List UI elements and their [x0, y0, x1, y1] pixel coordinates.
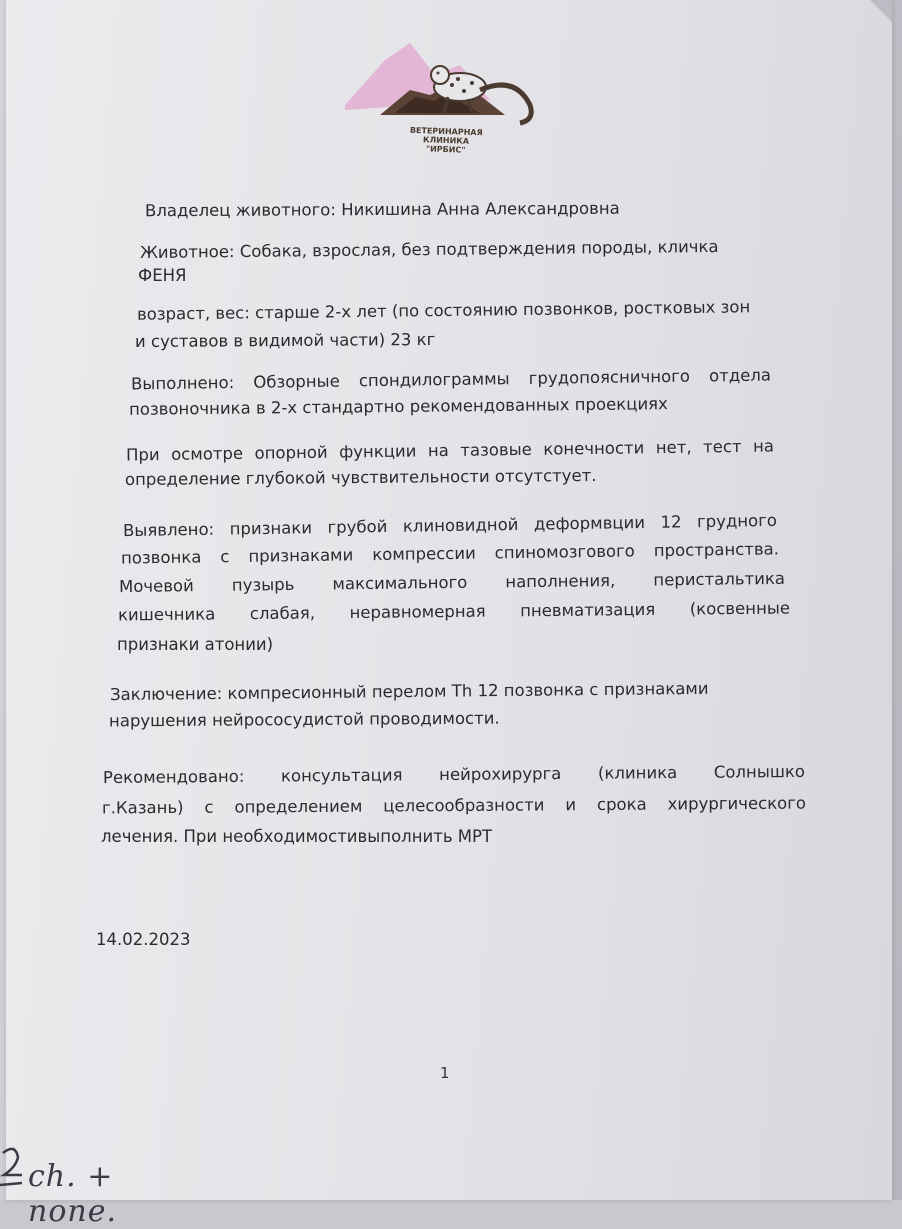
exam-line-2: определение глубокой чувствительности отсутстует.: [124, 465, 597, 490]
done-line-2: позвоночника в 2-х стандартно рекомендованных проекциях: [128, 394, 668, 419]
found-line-2: позвонка с признаками компрессии спиномозгового пространства.: [120, 539, 780, 568]
animal-line-1: Животное: Собака, взрослая, без подтверждения породы, кличка: [139, 236, 719, 263]
recommend-line-1: Рекомендовано: консультация нейрохирурга (клиника Солнышко: [102, 761, 806, 788]
handwritten-text: ch. + none.: [28, 1159, 117, 1229]
found-line-5: признаки атонии): [117, 635, 274, 654]
owner-line: Владелец животного: Никишина Анна Александровна: [144, 198, 620, 221]
logo-line-2: "ИРБИС": [425, 144, 466, 155]
page-number: 1: [440, 1064, 450, 1082]
found-line-1: Выявлено: признаки грубой клиновидной деформвции 12 грудного: [122, 510, 778, 541]
exam-line-1: При осмотре опорной функции на тазовые конечности нет, тест на: [125, 436, 775, 465]
logo-caption: [386, 125, 507, 156]
conclusion-line-1: Заключение: компресионный перелом Th 12 позвонка с признаками: [109, 678, 709, 705]
done-line-1: Выполнено: Обзорные спондилограммы грудопоясничного отдела: [130, 365, 772, 394]
recommend-line-3: лечения. При необходимостивыполнить МРТ: [101, 827, 493, 846]
handwritten-note: [0, 1145, 200, 1229]
found-line-3: Мочевой пузырь максимального наполнения, перистальтика: [118, 568, 786, 597]
clinic-logo: [340, 35, 550, 155]
snow-leopard-mountains-logo-icon: [340, 35, 550, 135]
recommend-line-2: г.Казань) с определением целесообразности и срока хирургического: [101, 793, 807, 818]
animal-line-2: ФЕНЯ: [138, 266, 187, 285]
found-line-4: кишечника слабая, неравномерная пневматизация (косвенные: [117, 598, 791, 625]
age-line-1: возраст, вес: старше 2-х лет (по состоянию позвонков, ростковых зон: [136, 297, 751, 324]
age-line-2: и суставов в видимой части) 23 кг: [134, 329, 436, 352]
page-corner: [870, 0, 892, 22]
report-date: 14.02.2023: [96, 930, 191, 949]
conclusion-line-2: нарушения нейрососудистой проводимости.: [108, 708, 500, 731]
logo-line-1: ВЕТЕРИНАРНАЯ КЛИНИКА: [409, 125, 483, 146]
